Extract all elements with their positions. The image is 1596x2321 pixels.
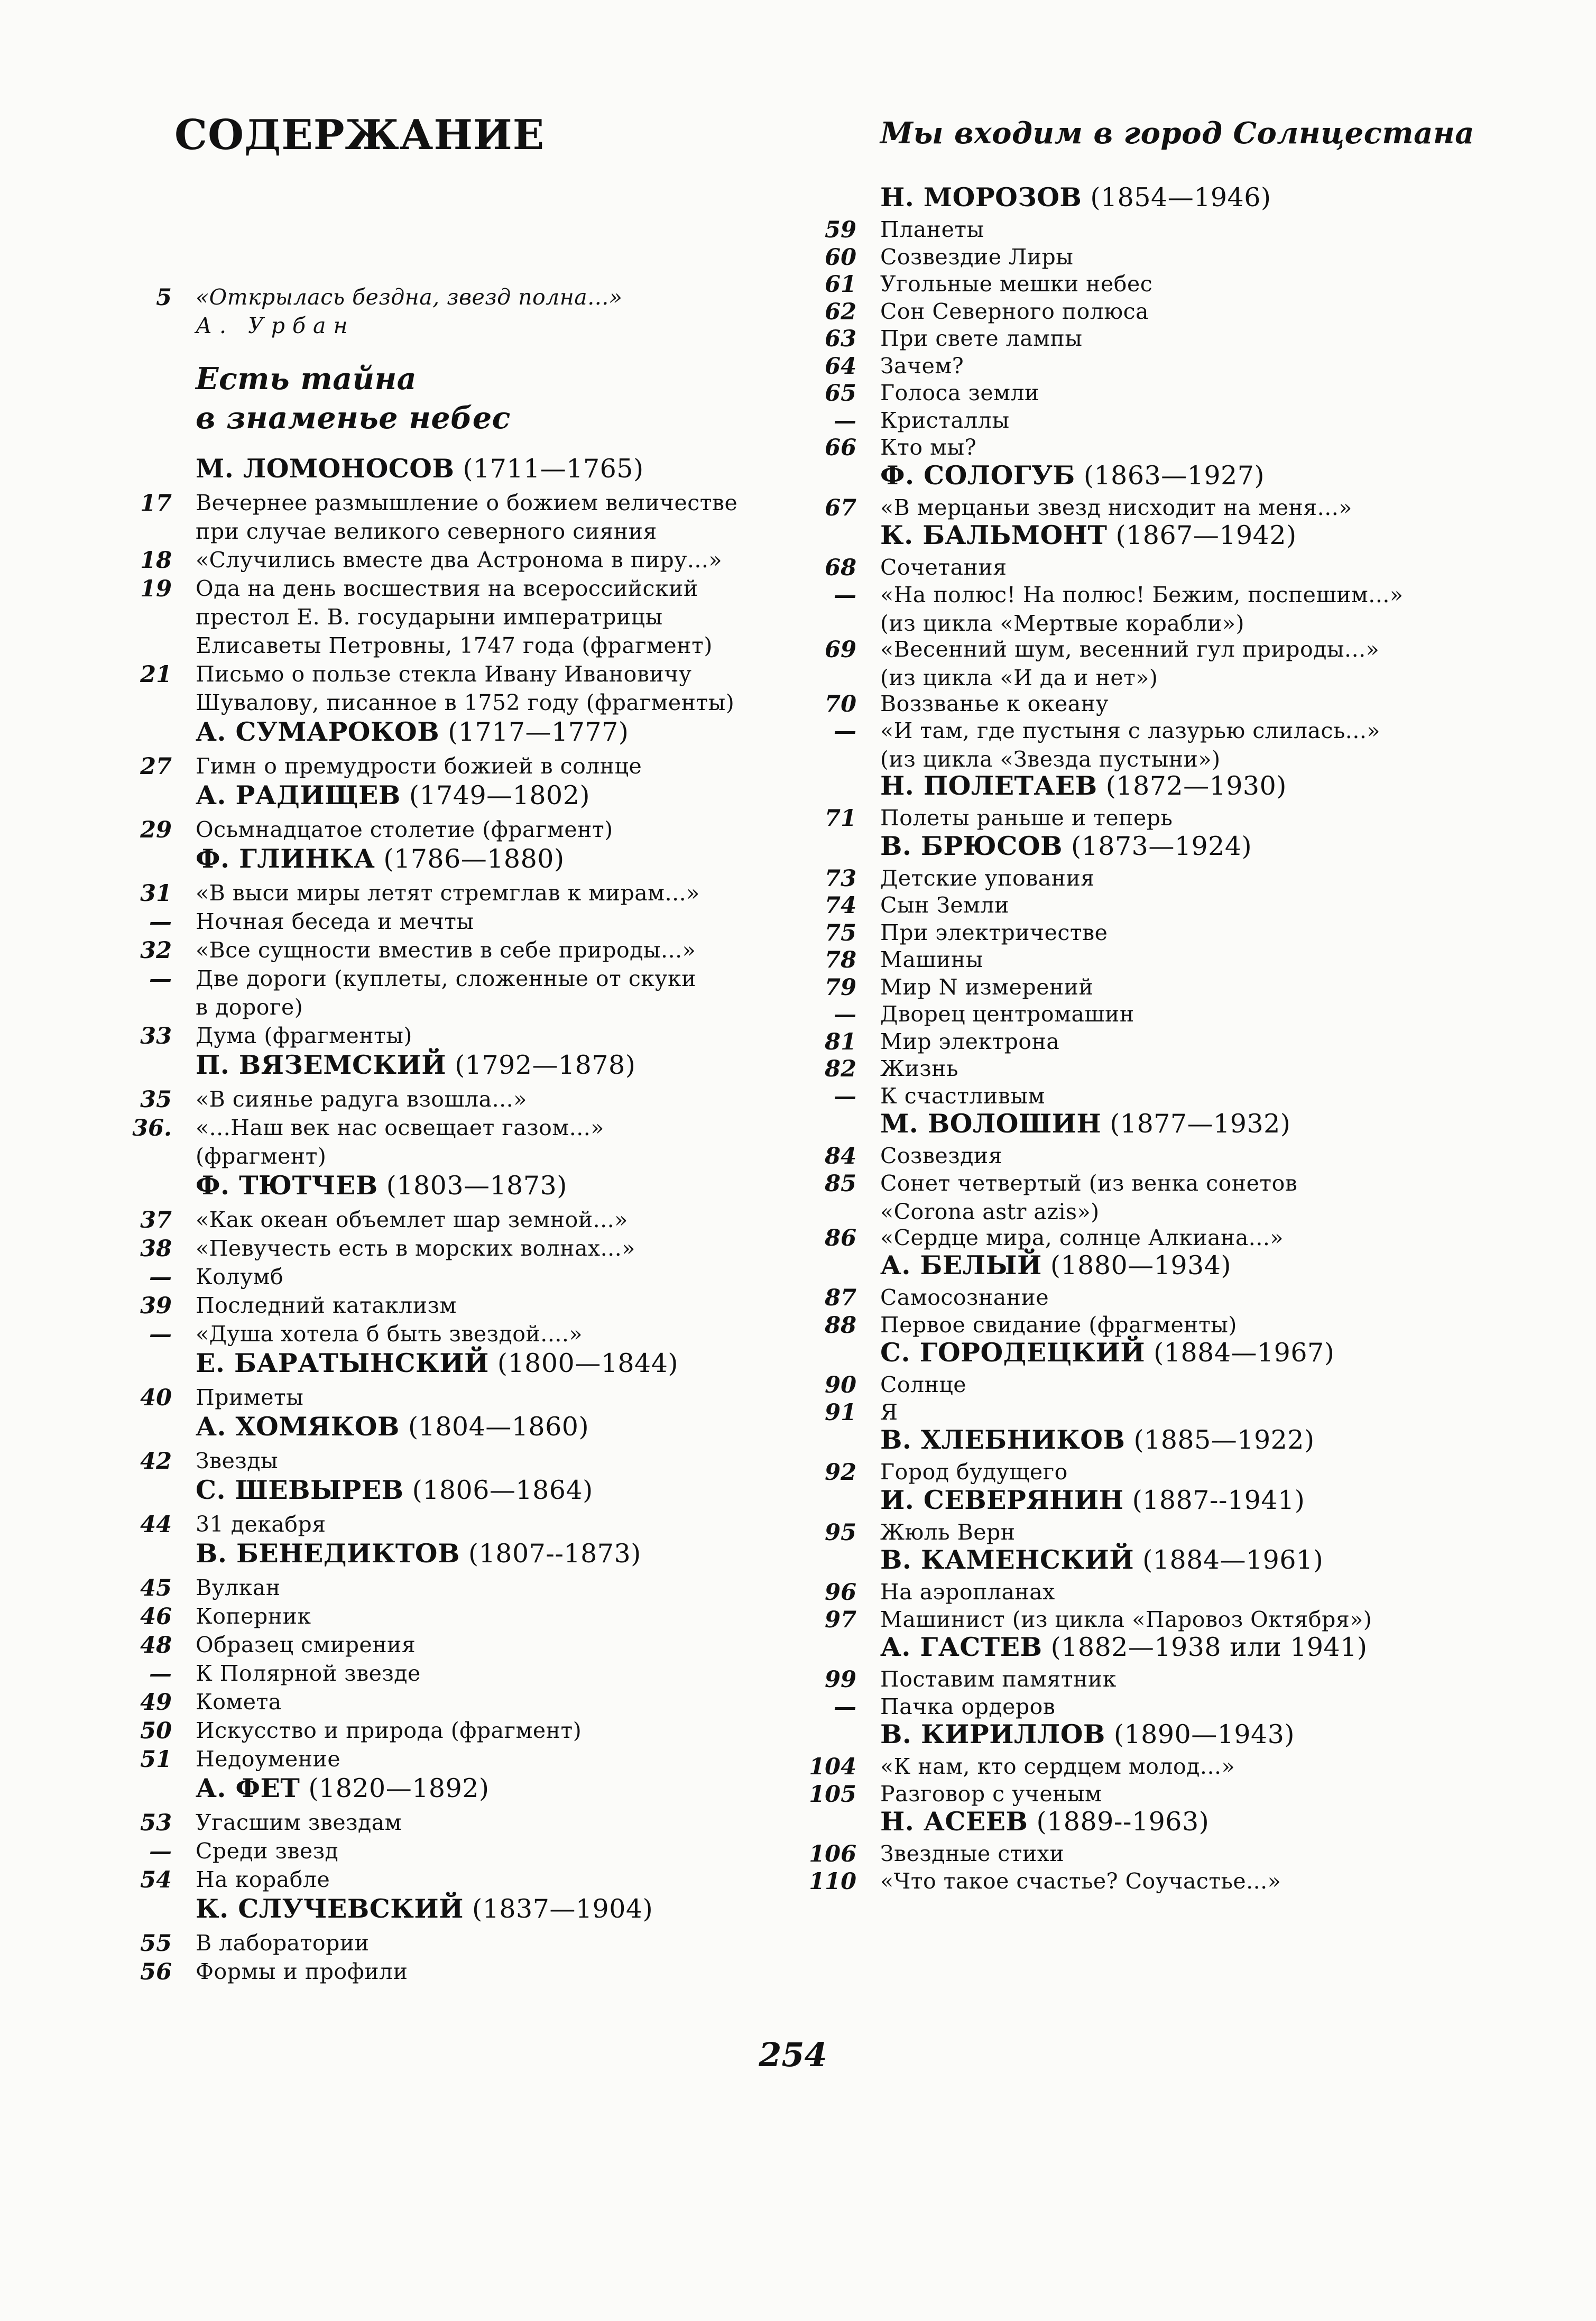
author-years: (1749—1802) [409, 780, 590, 810]
entry-title-line: «К нам, кто сердцем молод...» [880, 1754, 1235, 1779]
page-ref: — [149, 1321, 172, 1348]
entry-title-line: Зачем? [880, 353, 964, 379]
author-years: (1804—1860) [408, 1412, 589, 1442]
author-years: (1837—1904) [472, 1894, 653, 1924]
page-ref: 104 [809, 1754, 856, 1780]
author-years: (1867—1942) [1115, 520, 1297, 550]
entry-title-line: Я [880, 1399, 898, 1425]
entry-title-line: При электричестве [880, 919, 1108, 945]
page-ref: 48 [140, 1632, 172, 1659]
entry-title-line: при случае великого северного сияния [196, 519, 657, 544]
entry-title-line: Мир электрона [880, 1028, 1060, 1054]
author-name: К. СЛУЧЕВСКИЙ [196, 1893, 464, 1924]
page-ref: 70 [825, 690, 856, 717]
entry-title-line: «Случились вместе два Астронома в пиру...» [196, 547, 723, 573]
entry-title-line: Шувалову, писанное в 1752 году (фрагменты) [196, 690, 735, 715]
page-ref: 95 [825, 1519, 856, 1546]
author-name: В. ХЛЕБНИКОВ [880, 1424, 1125, 1455]
page-ref: — [149, 966, 172, 992]
page-ref: 91 [825, 1399, 856, 1426]
entry-title-line: Жизнь [880, 1056, 958, 1081]
author-years: (1884—1961) [1142, 1545, 1324, 1575]
entry-title-line: При свете лампы [880, 326, 1083, 351]
entry-title-line: Сочетания [880, 555, 1007, 580]
entry-title-line: Угольные мешки небес [880, 271, 1153, 297]
entry-title-line: Сон Северного полюса [880, 298, 1149, 324]
page-ref: 53 [140, 1810, 172, 1836]
entry-title-line: Детские упования [880, 865, 1095, 891]
entry-title-line: Колумб [196, 1264, 284, 1290]
page-ref: 27 [140, 753, 172, 780]
author-years: (1820—1892) [308, 1773, 490, 1803]
author-name: А. СУМАРОКОВ [196, 716, 440, 747]
author-name: Н. АСЕЕВ [880, 1806, 1028, 1837]
author-name: Ф. СОЛОГУБ [880, 459, 1075, 491]
entry-title-line: Гимн о премудрости божией в солнце [196, 753, 642, 779]
page-ref: 79 [825, 974, 856, 1001]
page-ref: 64 [825, 353, 856, 380]
author-years: (1717—1777) [448, 717, 629, 747]
page-ref: 32 [140, 937, 172, 964]
author-name: И. СЕВЕРЯНИН [880, 1484, 1124, 1515]
author-years: (1877—1932) [1110, 1109, 1291, 1139]
page-ref: 50 [140, 1718, 172, 1744]
page-ref: 33 [140, 1023, 172, 1049]
page-ref: 75 [825, 919, 856, 946]
author-years: (1854—1946) [1090, 182, 1271, 213]
page-ref: 63 [825, 326, 856, 352]
entry-title-line: Формы и профили [196, 1959, 408, 1984]
page-ref: 54 [140, 1867, 172, 1893]
entry-title-line: Осьмнадцатое столетие (фрагмент) [196, 817, 613, 842]
entry-title-line: Коперник [196, 1604, 311, 1629]
entry-title-line: Солнце [880, 1372, 967, 1397]
page-ref: 73 [825, 865, 856, 892]
entry-title-line: Приметы [196, 1385, 304, 1410]
page-ref: 88 [825, 1312, 856, 1339]
entry-title-line: (из цикла «И да и нет») [880, 665, 1158, 690]
entry-title-line: Голоса земли [880, 380, 1039, 406]
entry-title-line: Самосознание [880, 1285, 1049, 1310]
page-ref: — [149, 909, 172, 935]
author-years: (1786—1880) [383, 844, 565, 874]
page-ref: 105 [809, 1781, 856, 1808]
entry-title-line: Образец смирения [196, 1632, 416, 1657]
page-ref: 78 [825, 947, 856, 973]
author-years: (1889--1963) [1036, 1807, 1210, 1837]
author-years: (1872—1930) [1105, 771, 1287, 801]
author-years: (1800—1844) [497, 1348, 679, 1378]
entry-title-line: Елисаветы Петровны, 1747 года (фрагмент) [196, 633, 713, 658]
entry-title-line: Планеты [880, 217, 984, 242]
page-ref: — [834, 582, 856, 609]
entry-title-line: Созвездия [880, 1143, 1003, 1168]
entry-title-line: «Сердце мира, солнце Алкиана...» [880, 1224, 1284, 1250]
page-ref: 21 [140, 661, 172, 688]
entry-title-line: А. Урбан [196, 313, 355, 338]
page-ref: 49 [140, 1689, 172, 1716]
page-ref: — [149, 1838, 172, 1865]
author-years: (1803—1873) [386, 1171, 567, 1201]
entry-title-line: 31 декабря [196, 1512, 326, 1537]
page-ref: 55 [140, 1930, 172, 1957]
entry-title-line: Мир N измерений [880, 974, 1094, 1000]
entry-title-line: Угасшим звездам [196, 1810, 402, 1835]
author-name: Е. БАРАТЫНСКИЙ [196, 1348, 489, 1378]
page-ref: 92 [825, 1459, 856, 1486]
entry-title-line: (из цикла «Звезда пустыни») [880, 747, 1221, 772]
entry-title-line: «В сиянье радуга взошла...» [196, 1086, 527, 1112]
entry-title-line: Пачка ордеров [880, 1693, 1056, 1719]
page-ref: 60 [825, 244, 856, 271]
page-ref: — [834, 1693, 856, 1720]
author-name: А. БЕЛЫЙ [880, 1250, 1042, 1281]
author-name: В. КИРИЛЛОВ [880, 1719, 1105, 1749]
entry-title-line: Полеты раньше и теперь [880, 805, 1173, 831]
entry-title-line: «Душа хотела б быть звездой....» [196, 1321, 583, 1347]
page-ref: 46 [140, 1604, 172, 1630]
author-years: (1890—1943) [1113, 1719, 1295, 1749]
page-ref: 96 [825, 1579, 856, 1606]
entry-title-line: Комета [196, 1689, 282, 1715]
author-name: К. БАЛЬМОНТ [880, 520, 1108, 550]
entry-title-line: «Открылась бездна, звезд полна...» [196, 284, 623, 310]
entry-title-line: (фрагмент) [196, 1144, 327, 1169]
author-name: П. ВЯЗЕМСКИЙ [196, 1049, 447, 1080]
page-ref: — [149, 1264, 172, 1291]
author-name: Н. ПОЛЕТАЕВ [880, 770, 1097, 801]
page-ref: — [834, 718, 856, 744]
entry-title-line: Первое свидание (фрагменты) [880, 1312, 1237, 1338]
entry-title-line: На корабле [196, 1867, 330, 1892]
author-name: В. КАМЕНСКИЙ [880, 1544, 1134, 1575]
entry-title-line: Две дороги (куплеты, сложенные от скуки [196, 966, 696, 991]
entry-title-line: Искусство и природа (фрагмент) [196, 1718, 582, 1743]
entry-title-line: Вечернее размышление о божием величестве [196, 490, 738, 515]
author-name: С. ШЕВЫРЕВ [196, 1475, 404, 1505]
author-name: М. ВОЛОШИН [880, 1108, 1102, 1139]
entry-title-line: Жюль Верн [880, 1519, 1016, 1545]
page-ref: 51 [140, 1746, 172, 1773]
entry-title-line: Город будущего [880, 1459, 1068, 1485]
page-ref: — [834, 1083, 856, 1110]
entry-title-line: «Все сущности вместив в себе природы...» [196, 937, 696, 963]
page-ref: 19 [140, 576, 172, 602]
entry-title-line: «На полюс! На полюс! Бежим, поспешим...» [880, 582, 1404, 607]
page-ref: 59 [825, 217, 856, 243]
page-ref: 74 [825, 892, 856, 919]
page-ref: 42 [140, 1448, 172, 1475]
page-ref: 99 [825, 1666, 856, 1693]
page-ref: 44 [140, 1512, 172, 1538]
entry-title-line: «Весенний шум, весенний гул природы...» [880, 636, 1380, 662]
author-name: А. ФЕТ [196, 1773, 300, 1803]
entry-title-line: Недоумение [196, 1746, 341, 1772]
author-name: В. БРЮСОВ [880, 830, 1063, 861]
author-name: А. ХОМЯКОВ [196, 1411, 400, 1442]
entry-title-line: Сын Земли [880, 892, 1009, 918]
entry-title-line: Воззванье к океану [880, 690, 1109, 716]
page-ref: 106 [809, 1841, 856, 1867]
entry-title-line: Вулкан [196, 1575, 281, 1600]
section-title-line: Есть тайна [196, 361, 417, 397]
entry-title-line: Ночная беседа и мечты [196, 909, 474, 934]
page-ref: 17 [140, 490, 172, 517]
entry-title-line: Письмо о пользе стекла Ивану Ивановичу [196, 661, 692, 687]
entry-title-line: «Что такое счастье? Соучастье...» [880, 1868, 1281, 1894]
author-years: (1711—1765) [463, 454, 644, 484]
author-years: (1887--1941) [1132, 1485, 1305, 1515]
entry-title-line: Поставим памятник [880, 1666, 1117, 1692]
author-name: Ф. ТЮТЧЕВ [196, 1170, 378, 1201]
author-years: (1792—1878) [455, 1050, 636, 1080]
entry-title-line: «И там, где пустыня с лазурью слилась...» [880, 718, 1380, 743]
author-name: Ф. ГЛИНКА [196, 843, 375, 874]
author-name: В. БЕНЕДИКТОВ [196, 1538, 460, 1569]
author-name: А. ГАСТЕВ [880, 1632, 1043, 1662]
entry-title-line: «Певучесть есть в морских волнах...» [196, 1236, 635, 1261]
page-ref: 56 [140, 1959, 172, 1985]
page-ref: — [834, 407, 856, 434]
entry-title-line: Сонет четвертый (из венка сонетов [880, 1170, 1298, 1196]
author-years: (1884—1967) [1154, 1338, 1335, 1368]
author-years: (1885—1922) [1133, 1425, 1315, 1455]
page-ref: — [149, 1661, 172, 1687]
page-ref: 65 [825, 380, 856, 407]
page-ref: 18 [140, 547, 172, 574]
author-name: С. ГОРОДЕЦКИЙ [880, 1337, 1146, 1368]
page-ref: — [834, 1001, 856, 1028]
page-ref: 5 [156, 284, 172, 311]
entry-title-line: Кристаллы [880, 407, 1010, 433]
entry-title-line: Машинист (из цикла «Паровоз Октября») [880, 1606, 1372, 1632]
entry-title-line: К счастливым [880, 1083, 1045, 1109]
page-ref: 62 [825, 298, 856, 325]
page-ref: 37 [140, 1207, 172, 1233]
author-name: А. РАДИЩЕВ [196, 780, 401, 810]
entry-title-line: «В выси миры летят стремглав к мирам...» [196, 880, 700, 906]
page-ref: 86 [825, 1224, 856, 1251]
entry-title-line: престол Е. В. государыни императрицы [196, 604, 663, 630]
entry-title-line: «Как океан объемлет шар земной...» [196, 1207, 628, 1232]
entry-title-line: Ода на день восшествия на всероссийский [196, 576, 698, 601]
author-years: (1880—1934) [1050, 1250, 1231, 1281]
entry-title-line: в дороге) [196, 994, 303, 1020]
page-ref: 90 [825, 1372, 856, 1398]
entry-title-line: «...Наш век нас освещает газом...» [196, 1115, 604, 1140]
page-number: 254 [759, 2036, 827, 2074]
entry-title-line: Звезды [196, 1448, 279, 1473]
entry-title-line: (из цикла «Мертвые корабли») [880, 610, 1244, 636]
entry-title-line: Разговор с ученым [880, 1781, 1102, 1807]
entry-title-line: В лаборатории [196, 1930, 370, 1956]
page-ref: 39 [140, 1293, 172, 1319]
page-ref: 67 [825, 494, 856, 521]
page-ref: 81 [825, 1028, 856, 1055]
entry-title-line: Последний катаклизм [196, 1293, 457, 1318]
entry-title-line: Созвездие Лиры [880, 244, 1074, 270]
author-years: (1807--1873) [468, 1539, 641, 1569]
page-ref: 68 [825, 555, 856, 581]
page-ref: 85 [825, 1170, 856, 1197]
page-ref: 40 [140, 1385, 172, 1411]
page-ref: 71 [825, 805, 856, 832]
page-ref: 45 [140, 1575, 172, 1601]
entry-title-line: Дума (фрагменты) [196, 1023, 412, 1048]
page-ref: 61 [825, 271, 856, 298]
page-ref: 38 [140, 1236, 172, 1262]
entry-title-line: Звездные стихи [880, 1841, 1065, 1866]
author-years: (1863—1927) [1083, 460, 1265, 491]
author-name: М. ЛОМОНОСОВ [196, 453, 455, 484]
page-title: СОДЕРЖАНИЕ [174, 111, 545, 159]
author-name: Н. МОРОЗОВ [880, 182, 1082, 213]
page-ref: 66 [825, 435, 856, 461]
author-years: (1806—1864) [412, 1475, 593, 1505]
page-ref: 87 [825, 1285, 856, 1311]
page-ref: 29 [140, 817, 172, 843]
entry-title-line: Кто мы? [880, 435, 977, 460]
page-ref: 110 [809, 1868, 856, 1895]
entry-title-line: Среди звезд [196, 1838, 339, 1864]
page-ref: 84 [825, 1143, 856, 1169]
entry-title-line: «В мерцаньи звезд нисходит на меня...» [880, 494, 1352, 520]
section-title-line: в знаменье небес [196, 400, 511, 436]
entry-title-line: К Полярной звезде [196, 1661, 421, 1686]
page-ref: 82 [825, 1056, 856, 1082]
author-years: (1873—1924) [1071, 831, 1252, 861]
page-ref: 35 [140, 1086, 172, 1113]
entry-title-line: Дворец центромашин [880, 1001, 1134, 1027]
page-ref: 69 [825, 636, 856, 663]
author-years: (1882—1938 или 1941) [1050, 1632, 1368, 1662]
page-ref: 36. [132, 1115, 172, 1141]
page-ref: 97 [825, 1606, 856, 1633]
entry-title-line: «Corona astr azis») [880, 1199, 1100, 1224]
entry-title-line: Машины [880, 947, 983, 972]
page-ref: 31 [140, 880, 172, 907]
entry-title-line: На аэропланах [880, 1579, 1055, 1605]
section-title-line: Мы входим в город Солнцестана [880, 116, 1475, 151]
